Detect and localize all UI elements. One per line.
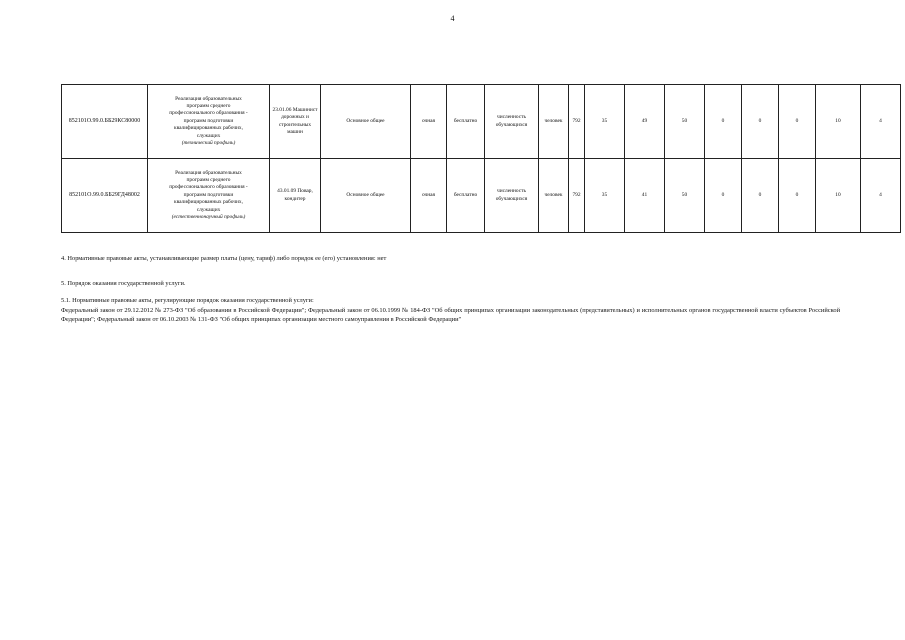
program-line: служащих: [196, 132, 221, 139]
okei-code: 792: [569, 85, 585, 159]
payment-type: бесплатно: [447, 85, 485, 159]
study-form: очная: [411, 85, 447, 159]
indicator-name: численность обучающихся: [485, 85, 539, 159]
value-cell: 0: [779, 85, 816, 159]
section-5-heading: 5. Порядок оказания государственной услуги.: [61, 280, 186, 287]
payment-type: бесплатно: [447, 159, 485, 233]
program-line: профессионального образования -: [169, 110, 248, 117]
section-5-1-block: [61, 296, 840, 324]
unit-name: человек: [539, 85, 569, 159]
education-level: Основное общее: [321, 159, 411, 233]
program-line: программ среднего: [186, 102, 231, 109]
program-line: профессионального образования -: [169, 184, 248, 191]
section-5-1-heading: 5.1. Нормативные правовые акты, регулирующие порядок оказания государственной услуги:: [61, 297, 314, 304]
education-level: Основное общее: [321, 85, 411, 159]
specialty: 23.01.06 Машинист дорожных и строительных машин: [270, 85, 321, 159]
okei-code: 792: [569, 159, 585, 233]
study-form: очная: [411, 159, 447, 233]
section-4-paragraph: 4. Нормативные правовые акты, устанавливающие размер платы (цену, тариф) либо порядок ее (его) установления: нет: [61, 255, 387, 262]
value-cell: 0: [705, 85, 742, 159]
program-line: программ подготовки: [183, 117, 234, 124]
program-line: Реализация образовательных: [175, 95, 242, 102]
program-line: квалифицированных рабочих,: [174, 199, 243, 206]
program-profile-note: (технический профиль): [181, 140, 236, 147]
unit-name: человек: [539, 159, 569, 233]
value-cell: 35: [585, 85, 625, 159]
registry-code: 852101О.99.0.ББ29ГД48002: [62, 159, 148, 233]
registry-code: 852101О.99.0.ББ29КС80000: [62, 85, 148, 159]
value-cell: 41: [625, 159, 665, 233]
service-volume-table: [61, 84, 901, 233]
program-line: Реализация образовательных: [175, 169, 242, 176]
value-cell: 0: [705, 159, 742, 233]
table-row: [62, 85, 901, 159]
program-line: служащих: [196, 206, 221, 213]
program-line: квалифицированных рабочих,: [174, 125, 243, 132]
program-profile-note: (естественнонаучный профиль): [171, 214, 246, 221]
value-cell: 50: [665, 159, 705, 233]
value-cell: 4: [861, 85, 901, 159]
page-number: 4: [450, 14, 455, 23]
value-cell: 4: [861, 159, 901, 233]
specialty: 43.01.09 Повар, кондитер: [270, 159, 321, 233]
value-cell: 0: [742, 159, 779, 233]
value-cell: 0: [742, 85, 779, 159]
program-line: программ подготовки: [183, 191, 234, 198]
table-row: [62, 159, 901, 233]
value-cell: 10: [816, 85, 861, 159]
value-cell: 49: [625, 85, 665, 159]
value-cell: 35: [585, 159, 625, 233]
value-cell: 0: [779, 159, 816, 233]
value-cell: 10: [816, 159, 861, 233]
indicator-name: численность обучающихся: [485, 159, 539, 233]
value-cell: 50: [665, 85, 705, 159]
section-5-1-text: Федеральный закон от 29.12.2012 № 273-ФЗ "Об образовании в Российской Федерации"; Федеральный закон от 06.10.1999 № 184-ФЗ "Об общих принципах организации законодательных (представительных) и исполнительных органов государственной власти субъектов Российской Федерации"; Федеральный закон от 06.10.2003 № 131-ФЗ "Об общих принципах организации местного самоуправления в Российской Федерации": [61, 307, 840, 323]
program-name: [148, 85, 270, 159]
program-line: программ среднего: [186, 176, 231, 183]
program-name: [148, 159, 270, 233]
